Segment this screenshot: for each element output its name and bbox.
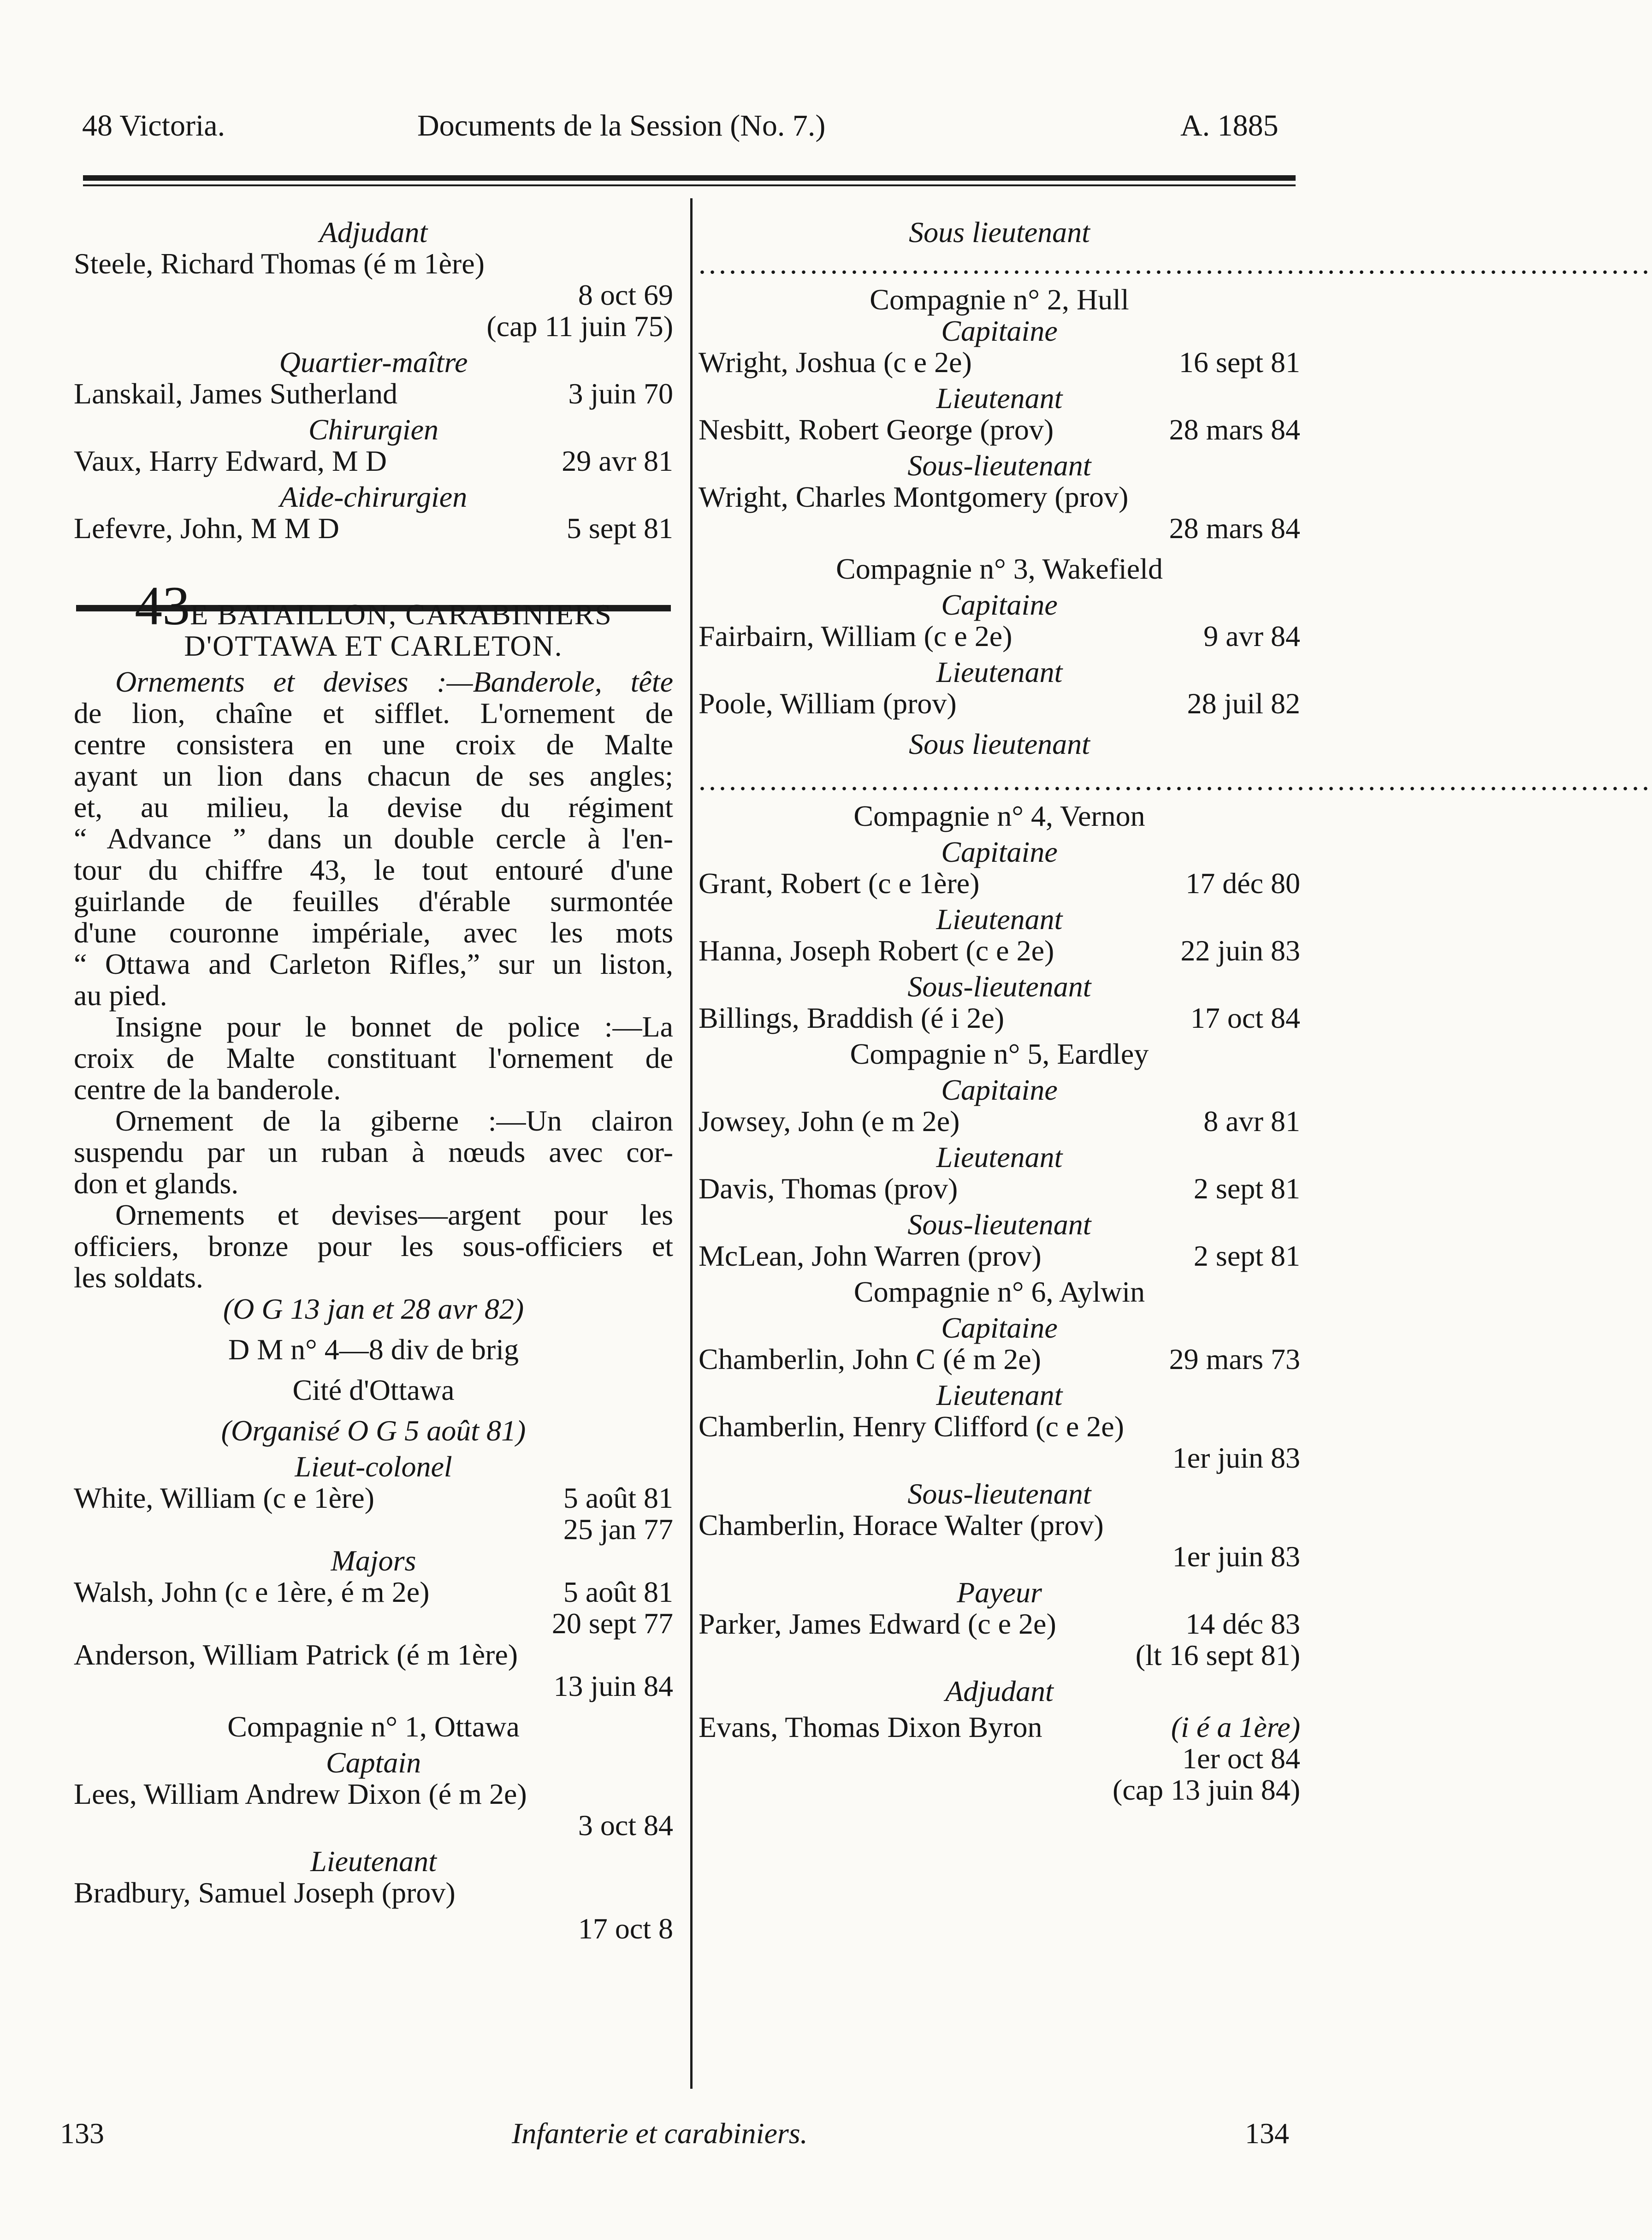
footer-page-right: 134 xyxy=(1245,2117,1289,2150)
company5-sl-title: Sous-lieutenant xyxy=(907,1208,1091,1241)
header-left: 48 Victoria. xyxy=(82,109,225,142)
major-row xyxy=(74,1576,673,1608)
paymaster-name: Parker, James Edward (c e 2e) xyxy=(699,1607,1056,1640)
company6-captain-row xyxy=(699,1344,1300,1375)
company5-lieutenant-date: 2 sept 81 xyxy=(1193,1172,1300,1205)
para-line: “ Advance ” dans un double cercle à l'en- xyxy=(74,822,673,855)
para-line: don et glands. xyxy=(74,1167,239,1200)
major-date: 5 août 81 xyxy=(563,1576,673,1608)
battalion-heading xyxy=(74,575,673,636)
company4-lieutenant-row xyxy=(699,935,1300,966)
adjudant-qual-right: (i é a 1ère) xyxy=(1171,1711,1300,1743)
header-center: Documents de la Session (No. 7.) xyxy=(417,109,826,142)
right-column xyxy=(699,216,1652,1806)
company4-sl-title: Sous-lieutenant xyxy=(907,970,1091,1003)
company1-title: Compagnie n° 1, Ottawa xyxy=(227,1710,520,1743)
para-line: Insigne pour le bonnet de police :—La xyxy=(115,1010,673,1043)
header-rule-thin xyxy=(83,184,1296,186)
para-metals xyxy=(74,1199,673,1293)
company5-sl-date: 2 sept 81 xyxy=(1193,1239,1300,1272)
company3-title: Compagnie n° 3, Wakefield xyxy=(836,552,1163,585)
header-rule-thick xyxy=(83,175,1296,181)
paymaster-title: Payeur xyxy=(957,1576,1042,1609)
para-line: les soldats. xyxy=(74,1261,203,1294)
paymaster-row xyxy=(699,1608,1300,1640)
company6-sl-name: Chamberlin, Horace Walter (prov) xyxy=(699,1509,1104,1541)
company5-sl-name: McLean, John Warren (prov) xyxy=(699,1239,1042,1272)
para-pouch xyxy=(74,1105,673,1199)
company4-captain-name: Grant, Robert (c e 1ère) xyxy=(699,867,980,900)
para-line: Ornements et devises :—Banderole, tête xyxy=(115,665,673,698)
company5-sl-row xyxy=(699,1240,1300,1272)
company3-captain-title: Capitaine xyxy=(941,588,1058,621)
major2-name: Anderson, William Patrick (é m 1ère) xyxy=(74,1638,518,1671)
majors-title: Majors xyxy=(331,1544,416,1577)
company5-lieutenant-row xyxy=(699,1173,1300,1204)
company6-title: Compagnie n° 6, Aylwin xyxy=(853,1275,1145,1308)
para-line: guirlande de feuilles d'érable surmontée xyxy=(74,885,673,918)
company6-lieutenant-name: Chamberlin, Henry Clifford (c e 2e) xyxy=(699,1410,1124,1443)
company2-sl-name: Wright, Charles Montgomery (prov) xyxy=(699,480,1129,513)
asst-surgeon-row xyxy=(74,513,673,544)
para-line: suspendu par un ruban à nœuds avec cor- xyxy=(74,1136,673,1168)
sous-lieutenant-title-top: Sous lieutenant xyxy=(909,216,1090,249)
company2-title: Compagnie n° 2, Hull xyxy=(870,283,1129,316)
footer-page-left: 133 xyxy=(60,2117,104,2150)
asst-surgeon-date: 5 sept 81 xyxy=(566,512,673,545)
adjudant-title-right: Adjudant xyxy=(945,1675,1054,1707)
company3-lieutenant-name: Poole, William (prov) xyxy=(699,687,957,720)
lieut-colonel-name: White, William (c e 1ère) xyxy=(74,1481,374,1514)
company5-captain-title: Capitaine xyxy=(941,1073,1058,1106)
company2-sl-title: Sous-lieutenant xyxy=(907,449,1091,482)
company4-title: Compagnie n° 4, Vernon xyxy=(853,800,1145,832)
company6-captain-name: Chamberlin, John C (é m 2e) xyxy=(699,1343,1041,1375)
company3-lieutenant-title: Lieutenant xyxy=(936,656,1063,688)
para-line: officiers, bronze pour les sous-officiers et xyxy=(74,1230,673,1262)
company3-captain-date: 9 avr 84 xyxy=(1203,620,1300,652)
city: Cité d'Ottawa xyxy=(292,1374,455,1406)
company4-sl-row xyxy=(699,1002,1300,1034)
company3-captain-row xyxy=(699,621,1300,652)
asst-surgeon-title: Aide-chirurgien xyxy=(279,480,468,513)
company6-captain-title: Capitaine xyxy=(941,1311,1058,1344)
company4-captain-date: 17 déc 80 xyxy=(1185,867,1300,900)
dm-reference: D M n° 4—8 div de brig xyxy=(228,1333,519,1366)
qm-title: Quartier-maître xyxy=(279,346,468,379)
lieut-colonel-title: Lieut-colonel xyxy=(295,1450,452,1483)
company2-lieutenant-name: Nesbitt, Robert George (prov) xyxy=(699,413,1054,446)
para-line: “ Ottawa and Carleton Rifles,” sur un liston, xyxy=(74,948,673,980)
qm-name: Lanskail, James Sutherland xyxy=(74,377,398,410)
para-line: et, au milieu, la devise du régiment xyxy=(74,791,673,824)
adjudant-row-right xyxy=(699,1712,1300,1743)
og-reference: (O G 13 jan et 28 avr 82) xyxy=(223,1292,524,1325)
surgeon-title: Chirurgien xyxy=(308,413,439,446)
adjudant-date-right: 1er oct 84 xyxy=(1182,1742,1300,1775)
para-line: d'une couronne impériale, avec les mots xyxy=(74,916,673,949)
header-right: A. 1885 xyxy=(1180,109,1279,142)
company1-captain-title: Captain xyxy=(326,1746,421,1779)
para-police-cap xyxy=(74,1011,673,1105)
company5-captain-row xyxy=(699,1106,1300,1137)
company2-lieutenant-title: Lieutenant xyxy=(936,382,1063,415)
dotted-leader: .............................................................................................. xyxy=(699,247,1652,280)
company1-lieutenant-title: Lieutenant xyxy=(310,1845,437,1878)
para-line: Ornements et devises—argent pour les xyxy=(115,1198,673,1231)
company4-sl-date: 17 oct 84 xyxy=(1190,1001,1300,1034)
battalion-number: 43 xyxy=(135,575,190,636)
company4-lieutenant-name: Hanna, Joseph Robert (c e 2e) xyxy=(699,934,1054,967)
para-line: de lion, chaîne et sifflet. L'ornement de xyxy=(74,697,673,729)
company1-captain-name: Lees, William Andrew Dixon (é m 2e) xyxy=(74,1778,527,1810)
company4-sl-name: Billings, Braddish (é i 2e) xyxy=(699,1001,1005,1034)
company5-captain-name: Jowsey, John (e m 2e) xyxy=(699,1105,960,1138)
company5-lieutenant-title: Lieutenant xyxy=(936,1141,1063,1173)
lieut-colonel-date2: 25 jan 77 xyxy=(563,1513,673,1546)
company3-sl-title: Sous lieutenant xyxy=(909,728,1090,760)
company3-lieutenant-date: 28 juil 82 xyxy=(1187,687,1300,720)
para-line: Ornement de la giberne :—Un clairon xyxy=(115,1104,673,1137)
battalion-title-line1: E BATAILLON, CARABINIERS xyxy=(190,598,612,631)
company4-lieutenant-title: Lieutenant xyxy=(936,903,1063,936)
company6-captain-date: 29 mars 73 xyxy=(1169,1343,1300,1375)
footer-running-title: Infanterie et carabiniers. xyxy=(512,2117,808,2150)
para-line: centre de la banderole. xyxy=(74,1073,341,1106)
company3-captain-name: Fairbairn, William (c e 2e) xyxy=(699,620,1013,652)
surgeon-name: Vaux, Harry Edward, M D xyxy=(74,444,387,477)
company6-lieutenant-title: Lieutenant xyxy=(936,1379,1063,1411)
qm-date: 3 juin 70 xyxy=(568,377,673,410)
para-line: ayant un lion dans chacun de ses angles; xyxy=(74,759,673,792)
lieut-colonel-date: 5 août 81 xyxy=(563,1481,673,1514)
company5-captain-date: 8 avr 81 xyxy=(1203,1105,1300,1138)
adjudant-name: Steele, Richard Thomas (é m 1ère) xyxy=(74,247,485,280)
company4-captain-row xyxy=(699,868,1300,899)
para-line: centre consistera en une croix de Malte xyxy=(74,728,673,761)
qm-row xyxy=(74,378,673,409)
company3-lieutenant-row xyxy=(699,688,1300,719)
major-name: Walsh, John (c e 1ère, é m 2e) xyxy=(74,1576,430,1608)
adjudant-date2-right: (cap 13 juin 84) xyxy=(1113,1773,1300,1806)
company4-captain-title: Capitaine xyxy=(941,836,1058,868)
adjudant-name-right: Evans, Thomas Dixon Byron xyxy=(699,1711,1042,1743)
organized-date: (Organisé O G 5 août 81) xyxy=(221,1414,526,1447)
company2-sl-date: 28 mars 84 xyxy=(1169,512,1300,545)
para-line: croix de Malte constituant l'ornement de xyxy=(74,1042,673,1074)
battalion-title-line2: D'OTTAWA ET CARLETON. xyxy=(184,629,563,662)
asst-surgeon-name: Lefevre, John, M M D xyxy=(74,512,339,545)
adjudant-date-cap: (cap 11 juin 75) xyxy=(486,310,673,343)
surgeon-row xyxy=(74,445,673,477)
paymaster-date: 14 déc 83 xyxy=(1185,1607,1300,1640)
company2-captain-date: 16 sept 81 xyxy=(1178,346,1300,379)
paymaster-date2: (lt 16 sept 81) xyxy=(1135,1639,1300,1671)
company5-lieutenant-name: Davis, Thomas (prov) xyxy=(699,1172,958,1205)
company1-lieutenant-name: Bradbury, Samuel Joseph (prov) xyxy=(74,1876,456,1909)
company6-sl-date: 1er juin 83 xyxy=(1172,1540,1300,1573)
company6-sl-title: Sous-lieutenant xyxy=(907,1477,1091,1510)
company2-lieutenant-row xyxy=(699,414,1300,445)
major-date2: 20 sept 77 xyxy=(551,1607,673,1640)
para-ornaments xyxy=(74,666,673,1011)
company2-captain-row xyxy=(699,347,1300,378)
major2-date: 13 juin 84 xyxy=(553,1670,673,1702)
company6-lieutenant-date: 1er juin 83 xyxy=(1172,1441,1300,1474)
column-divider xyxy=(690,198,693,2089)
company2-captain-title: Capitaine xyxy=(941,314,1058,347)
company1-captain-date: 3 oct 84 xyxy=(578,1809,673,1842)
left-column xyxy=(74,217,673,1944)
para-line: au pied. xyxy=(74,979,167,1012)
company1-lieutenant-date: 17 oct 8 xyxy=(578,1912,673,1945)
adjudant-date: 8 oct 69 xyxy=(578,279,673,311)
company2-lieutenant-date: 28 mars 84 xyxy=(1169,413,1300,446)
adjudant-title: Adjudant xyxy=(319,216,428,249)
company2-captain-name: Wright, Joshua (c e 2e) xyxy=(699,346,972,379)
surgeon-date: 29 avr 81 xyxy=(562,444,673,477)
dotted-leader: .............................................................................................. xyxy=(699,764,1652,796)
para-line: tour du chiffre 43, le tout entouré d'une xyxy=(74,853,673,886)
company5-title: Compagnie n° 5, Eardley xyxy=(850,1037,1149,1070)
company4-lieutenant-date: 22 juin 83 xyxy=(1180,934,1300,967)
lieut-colonel-row xyxy=(74,1482,673,1514)
